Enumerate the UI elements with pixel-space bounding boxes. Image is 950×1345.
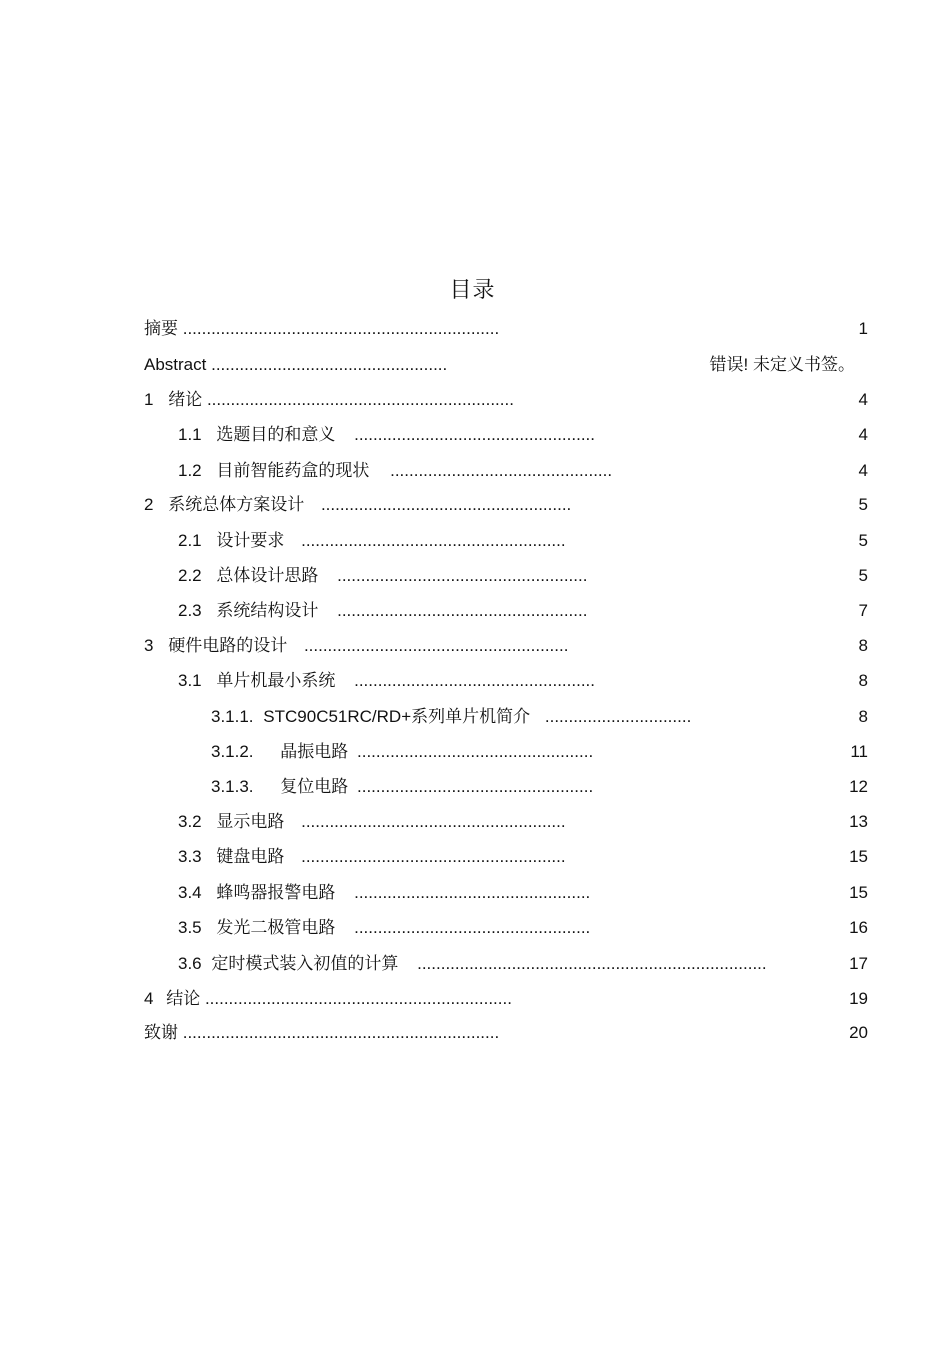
toc-entry-section-3-6[interactable] bbox=[178, 953, 854, 975]
toc-entry-dots: ........................................................ bbox=[303, 636, 569, 655]
toc-entry-page: 17 bbox=[849, 954, 868, 973]
toc-entry-page: 4 bbox=[858, 425, 868, 444]
toc-entry-page: 16 bbox=[849, 918, 868, 937]
toc-entry-number: 2.3 bbox=[178, 601, 202, 620]
toc-entry-number: 2.2 bbox=[178, 566, 202, 585]
toc-entry-page: 5 bbox=[858, 531, 868, 550]
toc-entry-dots: ................................................................. bbox=[204, 989, 512, 1008]
toc-entry-dots: ........................................................ bbox=[301, 531, 566, 550]
toc-entry-text: 绪论 bbox=[168, 390, 203, 409]
toc-entry-number: 3.2 bbox=[178, 812, 202, 831]
toc-entry-section-3-4[interactable] bbox=[178, 882, 590, 904]
toc-entry-page: 11 bbox=[850, 742, 868, 761]
toc-entry-dots: ..................................................... bbox=[337, 566, 588, 585]
toc-entry-text: 发光二极管电路 bbox=[216, 918, 336, 937]
toc-entry-page: 8 bbox=[858, 671, 868, 690]
toc-entry-dots: ................................................................... bbox=[182, 1023, 500, 1042]
toc-entry-number: 3.5 bbox=[178, 918, 202, 937]
toc-entry-page: 15 bbox=[849, 883, 868, 902]
toc-entry-abstract-en[interactable] bbox=[144, 354, 447, 376]
toc-entry-text: 单片机最小系统 bbox=[216, 671, 336, 690]
toc-entry-number: 3.1 bbox=[178, 671, 202, 690]
toc-entry-page: 12 bbox=[849, 777, 868, 796]
toc-entry-dots: ..................................................... bbox=[337, 601, 588, 620]
toc-entry-dots: ................................................... bbox=[354, 671, 595, 690]
toc-entry-abstract-cn[interactable] bbox=[144, 318, 499, 340]
toc-entry-dots: .................................................. bbox=[354, 883, 591, 902]
toc-entry-page: 8 bbox=[858, 636, 868, 655]
toc-entry-page: 4 bbox=[858, 390, 868, 409]
toc-entry-subsection-3-1-1[interactable] bbox=[211, 706, 691, 728]
toc-entry-section-3-2[interactable] bbox=[178, 811, 566, 833]
toc-entry-dots: ..................................................... bbox=[320, 495, 572, 514]
toc-entry-text: 摘要 bbox=[144, 319, 178, 338]
toc-entry-dots: ................................................................... bbox=[182, 319, 500, 338]
toc-entry-page-error: 错误! 未定义书签。 bbox=[709, 355, 855, 374]
toc-entry-number: 3.4 bbox=[178, 883, 202, 902]
toc-entry-dots: ................................................................. bbox=[206, 390, 514, 409]
toc-entry-text: 致谢 bbox=[144, 1023, 178, 1042]
toc-entry-number: 1.2 bbox=[178, 461, 202, 480]
toc-entry-dots: .......................................................................... bbox=[417, 954, 767, 973]
toc-entry-text: 硬件电路的设计 bbox=[168, 636, 288, 655]
toc-entry-number: 3.1.3. bbox=[211, 777, 254, 796]
toc-entry-section-3-5[interactable] bbox=[178, 917, 590, 939]
toc-entry-chapter-1[interactable] bbox=[144, 389, 514, 411]
toc-entry-acknowledgements[interactable] bbox=[144, 1022, 499, 1044]
toc-entry-page: 5 bbox=[858, 566, 868, 585]
toc-entry-number: 2.1 bbox=[178, 531, 202, 550]
toc-entry-page: 5 bbox=[858, 495, 868, 514]
toc-entry-number: 3.1.1. bbox=[211, 707, 254, 726]
toc-entry-dots: ................................................... bbox=[354, 425, 595, 444]
toc-entry-text: 选题目的和意义 bbox=[216, 425, 336, 444]
toc-entry-number: 2 bbox=[144, 495, 154, 514]
toc-entry-section-2-3[interactable] bbox=[178, 600, 587, 622]
toc-entry-page: 8 bbox=[858, 707, 868, 726]
toc-entry-subsection-3-1-2[interactable] bbox=[211, 741, 593, 763]
toc-entry-text: 显示电路 bbox=[216, 812, 285, 831]
toc-entry-dots: ............................... bbox=[544, 707, 692, 726]
toc-entry-text: 蜂鸣器报警电路 bbox=[216, 883, 336, 902]
toc-entry-section-3-3[interactable] bbox=[178, 846, 566, 868]
toc-entry-number: 4 bbox=[144, 989, 154, 1008]
toc-entry-text: STC90C51RC/RD+系列单片机简介 bbox=[263, 707, 531, 726]
toc-entry-page: 1 bbox=[858, 319, 868, 338]
toc-entry-text: 总体设计思路 bbox=[216, 566, 319, 585]
toc-entry-text: 复位电路 bbox=[280, 777, 349, 796]
toc-entry-number: 1.1 bbox=[178, 425, 202, 444]
toc-entry-text: 晶振电路 bbox=[280, 742, 349, 761]
toc-entry-page: 19 bbox=[849, 989, 868, 1008]
toc-entry-chapter-4[interactable] bbox=[144, 988, 512, 1010]
toc-entry-page: 7 bbox=[858, 601, 868, 620]
toc-entry-text: 系统结构设计 bbox=[216, 601, 319, 620]
toc-entry-number: 3.6 bbox=[178, 954, 202, 973]
toc-entry-number: 3 bbox=[144, 636, 154, 655]
toc-entry-text: Abstract bbox=[144, 355, 207, 374]
toc-entry-subsection-3-1-3[interactable] bbox=[211, 776, 593, 798]
toc-entry-text: 键盘电路 bbox=[216, 847, 285, 866]
toc-entry-dots: ........................................................ bbox=[301, 812, 566, 831]
toc-entry-section-2-2[interactable] bbox=[178, 565, 587, 587]
toc-entry-text: 设计要求 bbox=[216, 531, 285, 550]
toc-entry-dots: .................................................. bbox=[357, 742, 594, 761]
toc-entry-section-1-1[interactable] bbox=[178, 424, 595, 446]
toc-entry-dots: .................................................. bbox=[211, 355, 448, 374]
toc-entry-text: 结论 bbox=[166, 989, 201, 1008]
toc-entry-section-3-1[interactable] bbox=[178, 670, 595, 692]
toc-entry-dots: .................................................. bbox=[354, 918, 591, 937]
toc-entry-section-1-2[interactable] bbox=[178, 460, 612, 482]
toc-entry-section-2-1[interactable] bbox=[178, 530, 566, 552]
toc-entry-page: 15 bbox=[849, 847, 868, 866]
toc-entry-page: 13 bbox=[849, 812, 868, 831]
toc-entry-dots: ............................................... bbox=[390, 461, 613, 480]
toc-entry-dots: .................................................. bbox=[357, 777, 594, 796]
toc-entry-text: 系统总体方案设计 bbox=[168, 495, 305, 514]
toc-entry-text: 定时模式装入初值的计算 bbox=[211, 954, 399, 973]
toc-title: 目录 bbox=[449, 277, 496, 302]
toc-entry-page: 20 bbox=[849, 1023, 868, 1042]
toc-entry-number: 3.1.2. bbox=[211, 742, 254, 761]
toc-entry-number: 3.3 bbox=[178, 847, 202, 866]
toc-entry-chapter-3[interactable] bbox=[144, 635, 568, 657]
toc-entry-page: 4 bbox=[858, 461, 868, 480]
toc-entry-number: 1 bbox=[144, 390, 154, 409]
toc-entry-dots: ........................................................ bbox=[301, 847, 566, 866]
toc-entry-chapter-2[interactable] bbox=[144, 494, 571, 516]
toc-entry-text: 目前智能药盒的现状 bbox=[216, 461, 370, 480]
